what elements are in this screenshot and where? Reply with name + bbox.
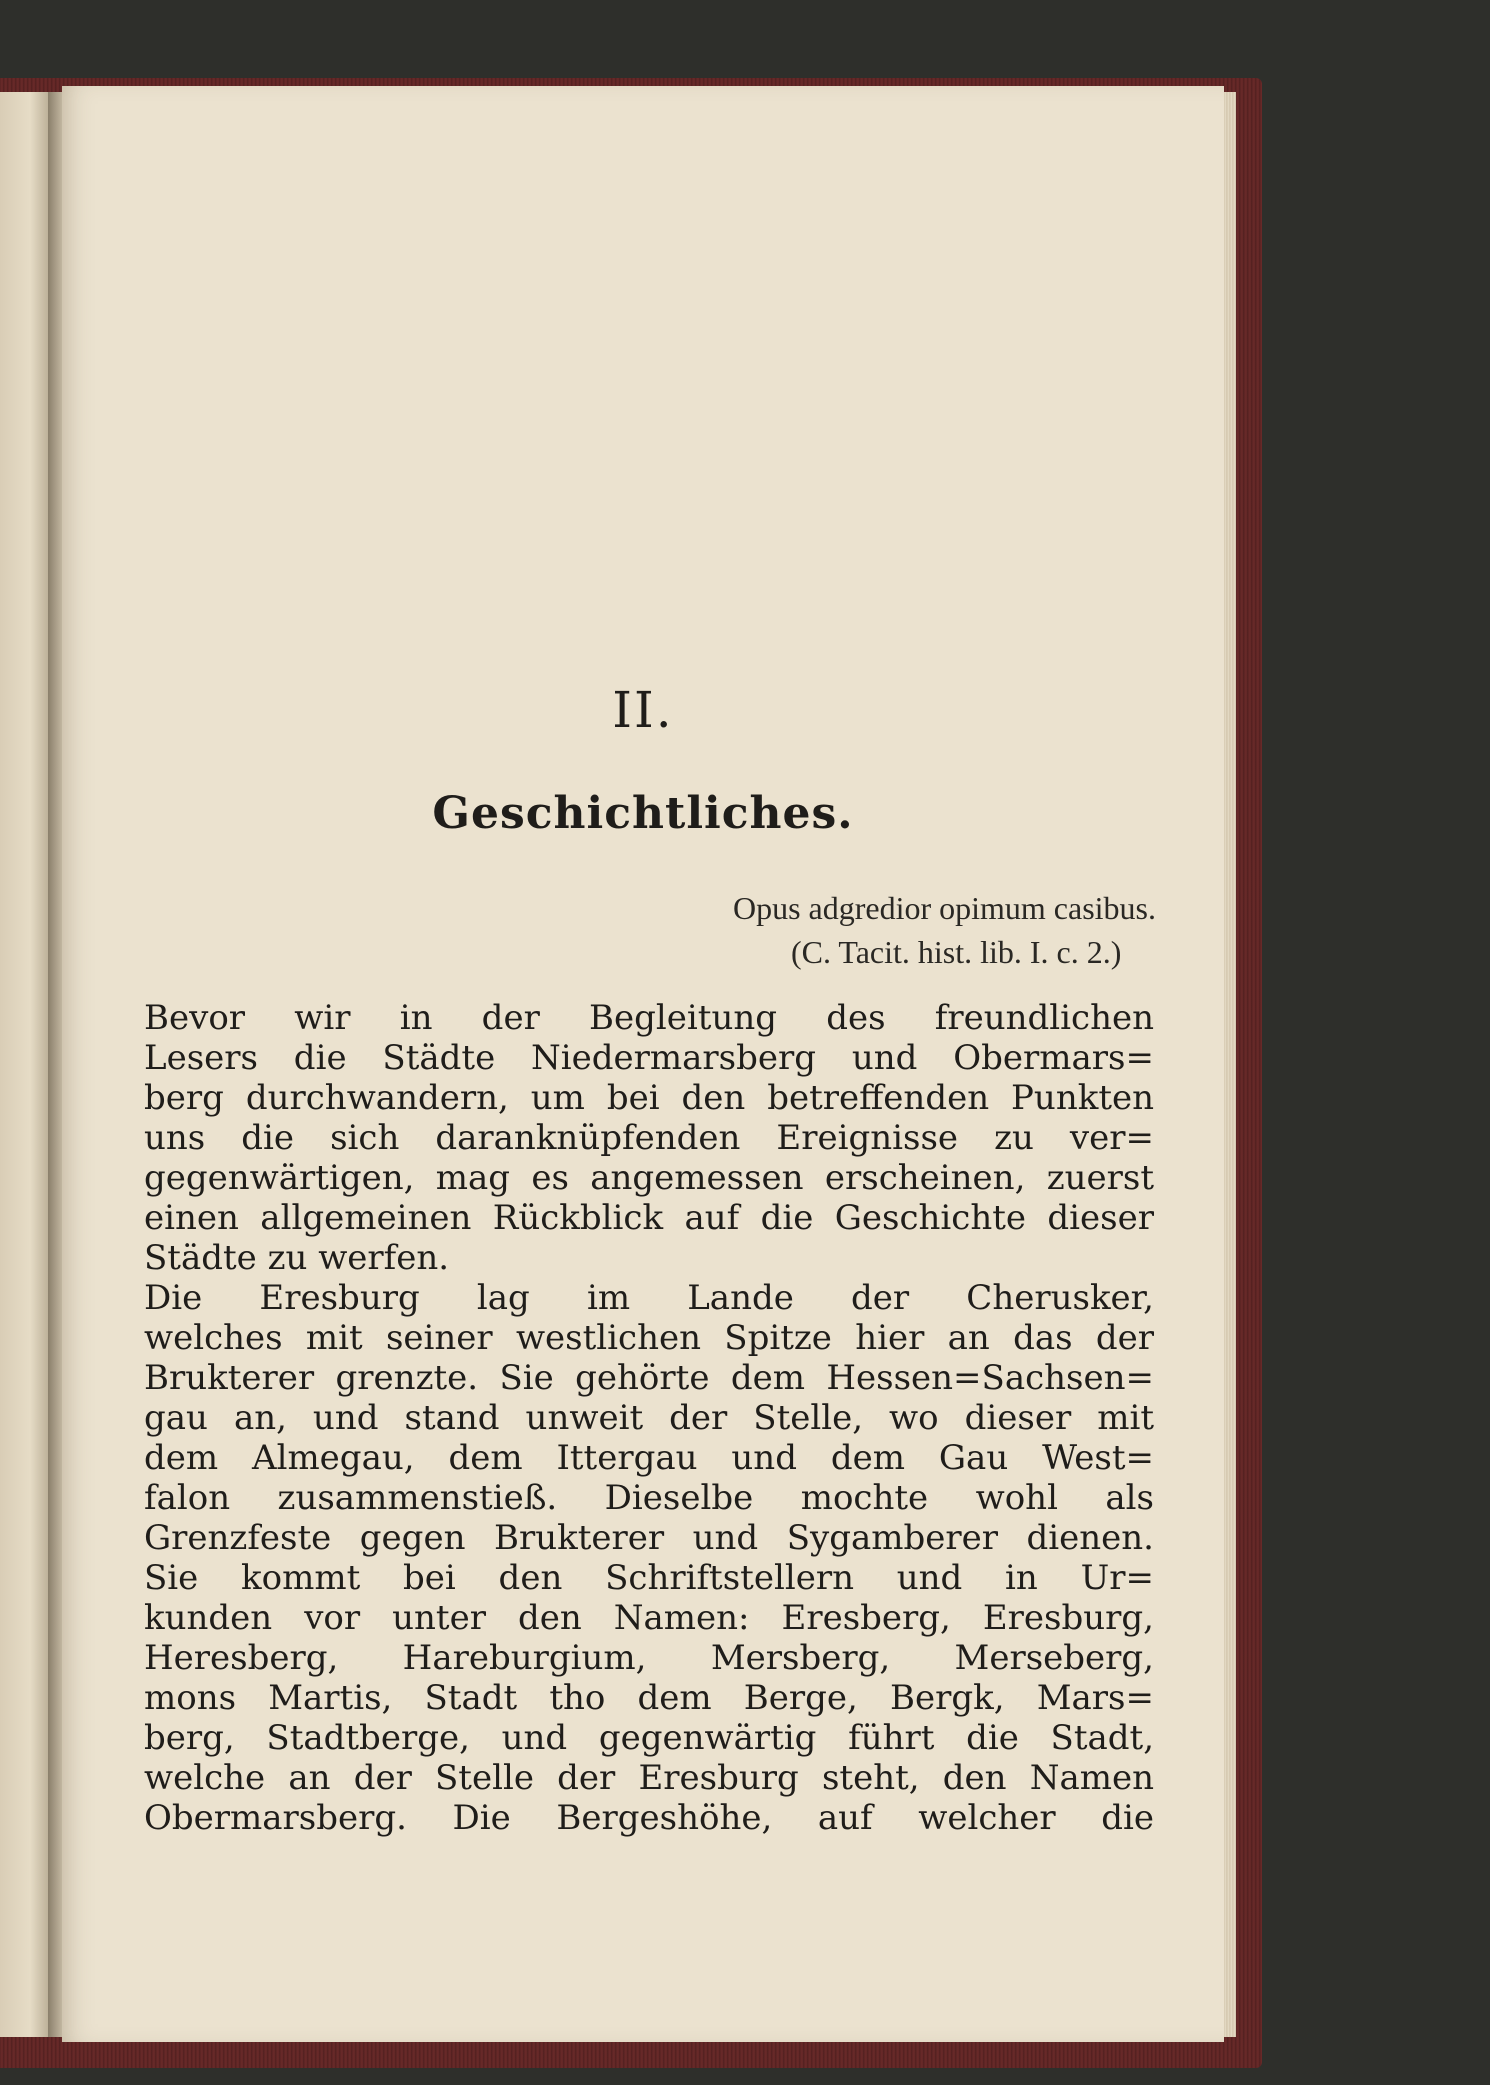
- epigraph-citation: (C. Tacit. hist. lib. I. c. 2.): [790, 934, 1122, 970]
- text-line: falon zusammenstieß. Dieselbe mochte wohl als: [144, 1478, 1154, 1518]
- text-line: gegenwärtigen, mag es angemessen erscheinen, zuerst: [144, 1158, 1154, 1198]
- text-line: einen allgemeinen Rückblick auf die Geschichte dieser: [144, 1198, 1154, 1238]
- text-line: welche an der Stelle der Eresburg steht, den Namen: [144, 1758, 1154, 1798]
- text-line: Grenzfeste gegen Brukterer und Sygamberer dienen.: [144, 1518, 1154, 1558]
- chapter-number: II.: [612, 681, 674, 739]
- text-line: gau an, und stand unweit der Stelle, wo dieser mit: [144, 1398, 1154, 1438]
- epigraph: [733, 886, 1156, 974]
- text-line: Brukterer grenzte. Sie gehörte dem Hessen=Sachsen=: [144, 1358, 1154, 1398]
- text-line: dem Almegau, dem Ittergau und dem Gau West=: [144, 1438, 1154, 1478]
- text-line: uns die sich daranknüpfenden Ereignisse zu ver=: [144, 1118, 1154, 1158]
- text-line: berg durchwandern, um bei den betreffenden Punkten: [144, 1078, 1154, 1118]
- epigraph-quote: Opus adgredior opimum casibus.: [732, 890, 1156, 926]
- text-line: Obermarsberg. Die Bergeshöhe, auf welcher die: [144, 1798, 1154, 1838]
- text-line: mons Martis, Stadt tho dem Berge, Bergk, Mars=: [144, 1678, 1154, 1718]
- page-stack-edge: [1222, 92, 1236, 2037]
- text-line: berg, Stadtberge, und gegenwärtig führt die Stadt,: [144, 1718, 1154, 1758]
- text-line: Sie kommt bei den Schriftstellern und in Ur=: [144, 1558, 1154, 1598]
- text-line: kunden vor unter den Namen: Eresberg, Eresburg,: [144, 1598, 1154, 1638]
- text-line: welches mit seiner westlichen Spitze hier an das der: [144, 1318, 1154, 1358]
- text-line: Die Eresburg lag im Lande der Cherusker,: [144, 1278, 1154, 1318]
- left-page-edge: [0, 92, 50, 2037]
- text-line: Lesers die Städte Niedermarsberg und Obermars=: [144, 1038, 1154, 1078]
- chapter-title: Geschichtliches.: [432, 788, 854, 839]
- text-line: Städte zu werfen.: [144, 1238, 450, 1278]
- book-page: [62, 86, 1224, 2042]
- text-line: Heresberg, Hareburgium, Mersberg, Merseberg,: [144, 1638, 1154, 1678]
- body-text: [144, 998, 1154, 1838]
- text-line: Bevor wir in der Begleitung des freundlichen: [144, 998, 1154, 1038]
